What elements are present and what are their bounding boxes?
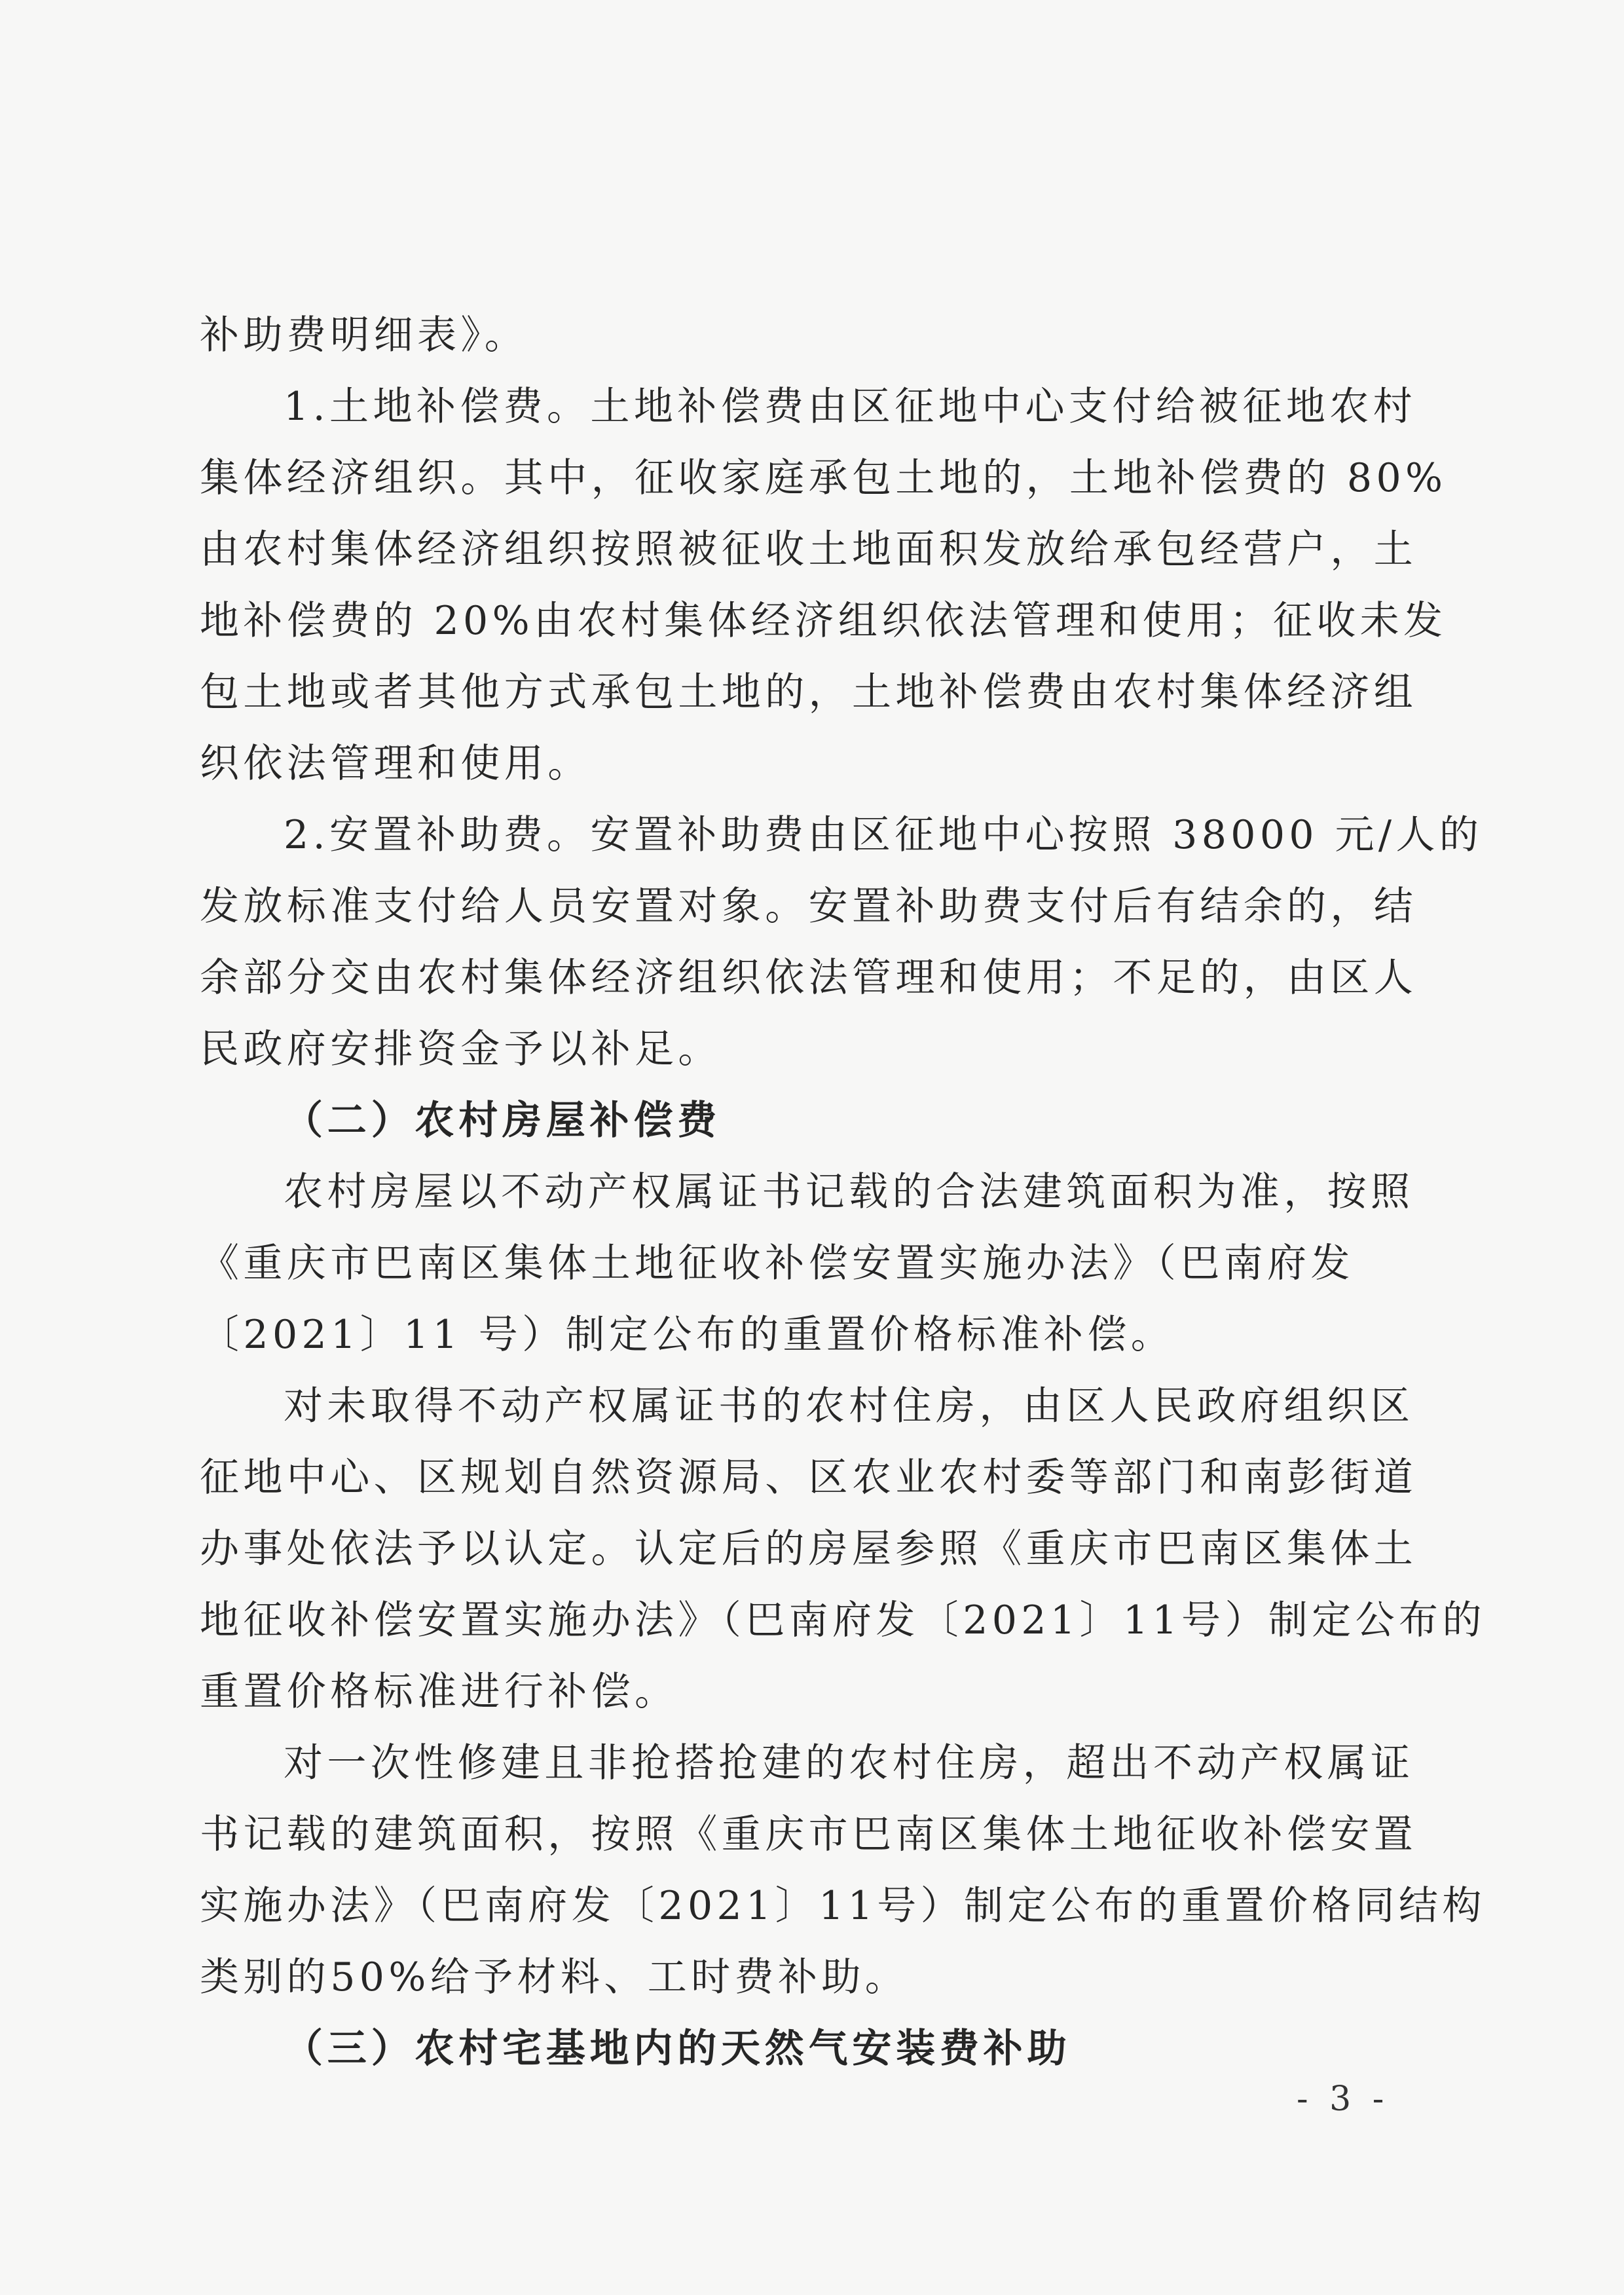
- text-line: 农村房屋以不动产权属证书记载的合法建筑面积为准，按照: [284, 1169, 1414, 1215]
- text-line: 余部分交由农村集体经济组织依法管理和使用；不足的，由区人: [200, 955, 1418, 1001]
- section-heading: （二）农村房屋补偿费: [284, 1098, 721, 1144]
- text-line: 类别的50%给予材料、工时费补助。: [200, 1954, 909, 2000]
- text-line: 征地中心、区规划自然资源局、区农业农村委等部门和南彭街道: [200, 1455, 1418, 1501]
- text-line: 民政府安排资金予以补足。: [200, 1026, 722, 1072]
- text-line: 1.土地补偿费。土地补偿费由区征地中心支付给被征地农村: [284, 384, 1417, 430]
- page-number: - 3 -: [1297, 2080, 1390, 2119]
- text-line: 实施办法》（巴南府发〔2021〕11号）制定公布的重置价格同结构: [200, 1883, 1486, 1929]
- text-line: 包土地或者其他方式承包土地的，土地补偿费由农村集体经济组: [200, 669, 1418, 715]
- text-line: 办事处依法予以认定。认定后的房屋参照《重庆市巴南区集体土: [200, 1526, 1418, 1572]
- text-line: 2.安置补助费。安置补助费由区征地中心按照 38000 元/人的: [284, 812, 1483, 858]
- text-line: 地补偿费的 20%由农村集体经济组织依法管理和使用；征收未发: [200, 598, 1447, 644]
- text-line: 对未取得不动产权属证书的农村住房，由区人民政府组织区: [284, 1383, 1414, 1429]
- text-line: 对一次性修建且非抢搭抢建的农村住房，超出不动产权属证: [284, 1740, 1414, 1786]
- text-line: 〔2021〕11 号）制定公布的重置价格标准补偿。: [200, 1312, 1175, 1358]
- text-line: 书记载的建筑面积，按照《重庆市巴南区集体土地征收补偿安置: [200, 1812, 1418, 1857]
- document-body: [200, 300, 1486, 2085]
- section-heading: （三）农村宅基地内的天然气安装费补助: [284, 2026, 1071, 2072]
- text-line: 织依法管理和使用。: [200, 741, 591, 787]
- text-line: 由农村集体经济组织按照被征收土地面积发放给承包经营户，土: [200, 527, 1418, 572]
- text-line: 补助费明细表》。: [200, 312, 528, 358]
- text-line: 地征收补偿安置实施办法》（巴南府发〔2021〕11号）制定公布的: [200, 1597, 1486, 1643]
- text-line: 《重庆市巴南区集体土地征收补偿安置实施办法》（巴南府发: [200, 1241, 1354, 1286]
- text-line: 发放标准支付给人员安置对象。安置补助费支付后有结余的，结: [200, 884, 1418, 929]
- text-line: 重置价格标准进行补偿。: [200, 1669, 678, 1715]
- text-line: 集体经济组织。其中，征收家庭承包土地的，土地补偿费的 80%: [200, 455, 1447, 501]
